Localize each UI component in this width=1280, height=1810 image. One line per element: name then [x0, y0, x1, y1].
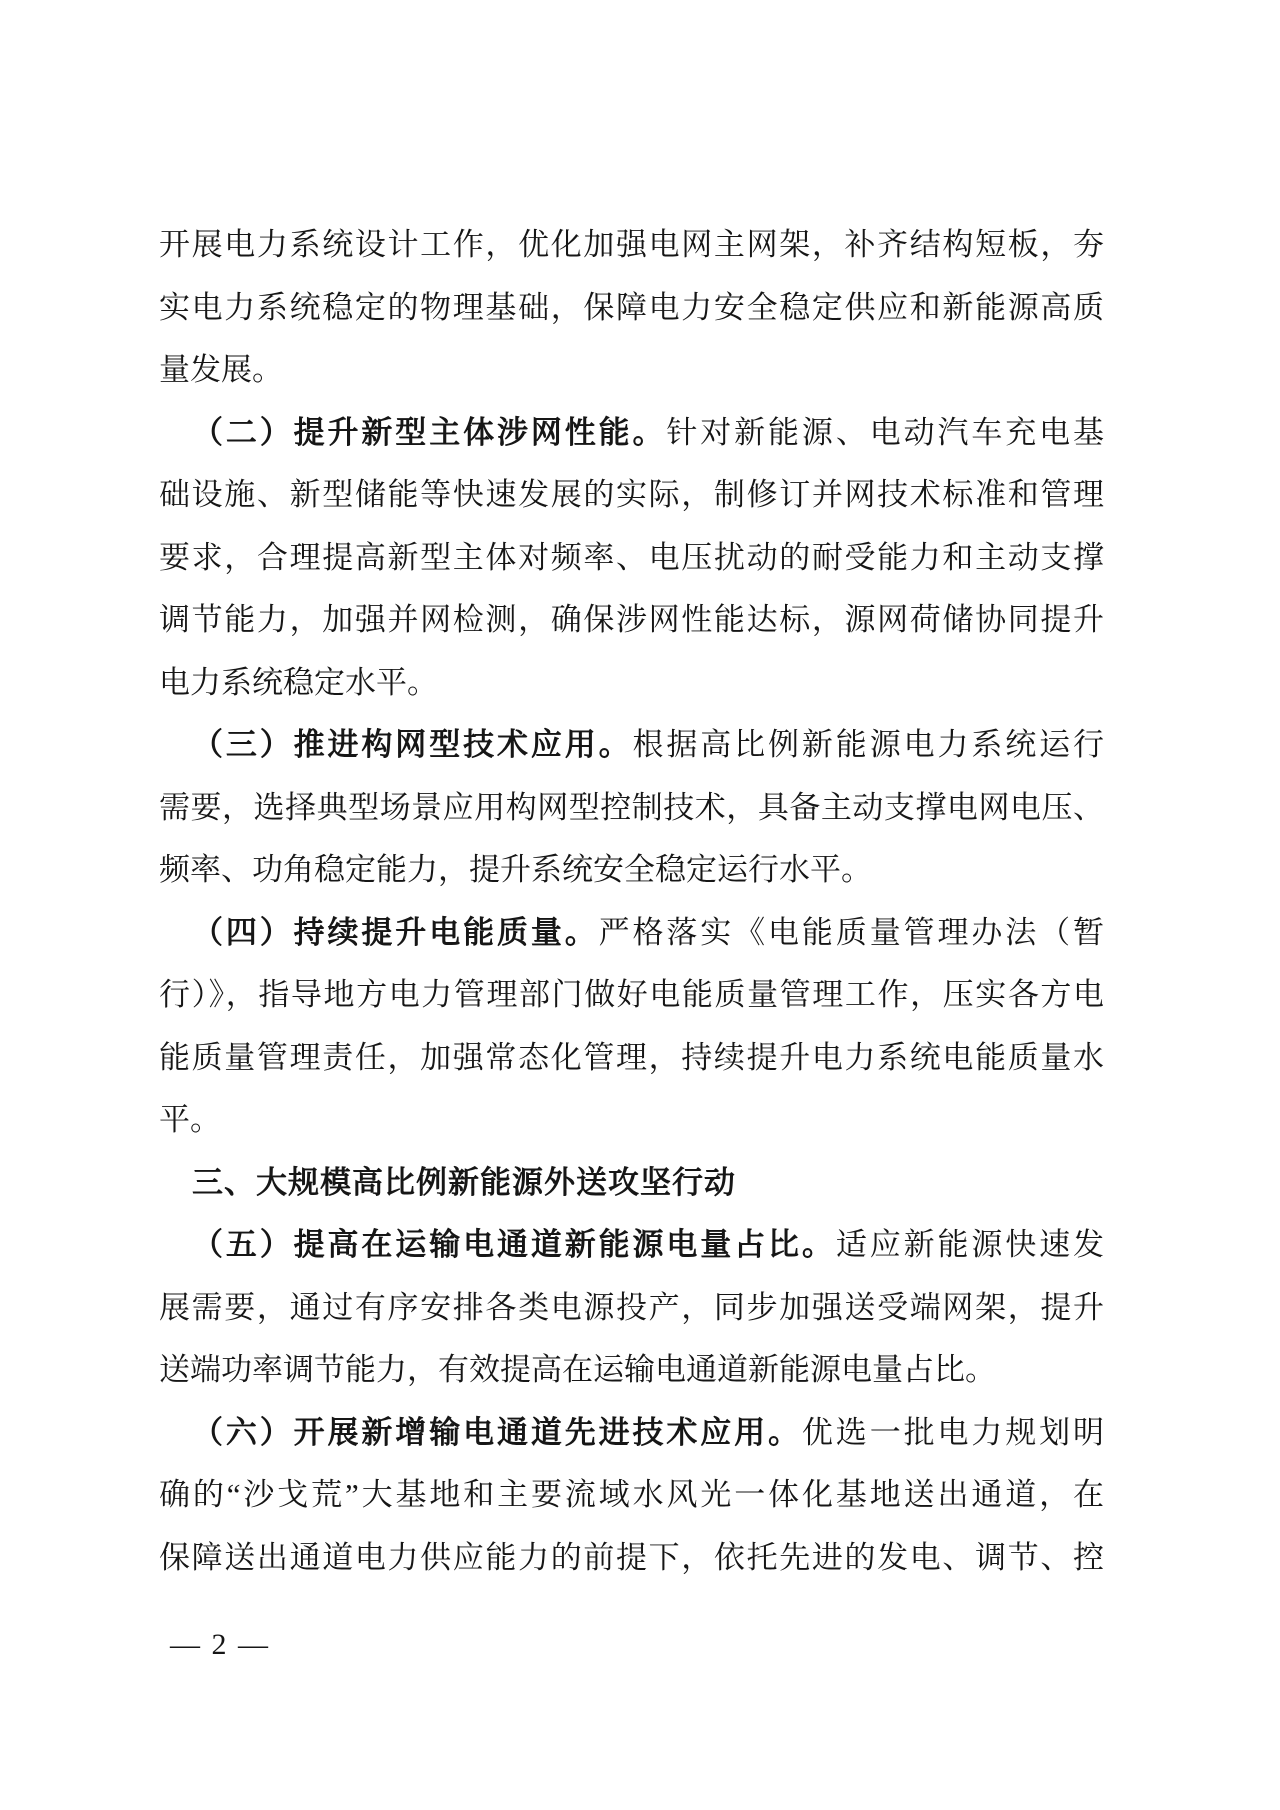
text-line	[159, 589, 1104, 652]
text-line	[159, 777, 1104, 840]
text-line	[159, 839, 1104, 902]
paragraph-lead-bold: （三）推进构网型技术应用。	[192, 727, 633, 762]
text-line	[159, 1527, 1104, 1590]
text-line	[159, 1402, 1104, 1465]
text-line	[159, 527, 1104, 590]
line-text: 行）》，指导地方电力管理部门做好电能质量管理工作，压实各方电	[159, 977, 1104, 1012]
paragraph-lead-bold: （四）持续提升电能质量。	[192, 914, 599, 950]
paragraph-lead-bold: （六）开展新增输电通道先进技术应用。	[192, 1414, 802, 1450]
line-text: 三、大规模高比例新能源外送攻坚行动	[192, 1164, 736, 1200]
line-text: 送端功率调节能力，有效提高在运输电通道新能源电量占比。	[159, 1352, 996, 1387]
section-heading	[159, 1152, 1104, 1215]
paragraph-lead-bold: （二）提升新型主体涉网性能。	[192, 414, 667, 450]
line-text: 针对新能源、电动汽车充电基	[666, 414, 1104, 450]
line-text: 展需要，通过有序安排各类电源投产，同步加强送受端网架，提升	[159, 1289, 1104, 1325]
text-line	[159, 214, 1104, 277]
paragraph-lead-bold: （五）提高在运输电通道新能源电量占比。	[192, 1227, 836, 1262]
text-line	[159, 464, 1104, 527]
text-line	[159, 1277, 1104, 1340]
text-line	[159, 652, 1104, 715]
line-text: 能质量管理责任，加强常态化管理，持续提升电力系统电能质量水	[159, 1039, 1104, 1075]
line-text: 适应新能源快速发	[835, 1227, 1104, 1262]
line-text: 量发展。	[159, 352, 283, 387]
line-text: 需要，选择典型场景应用构网型控制技术，具备主动支撑电网电压、	[159, 789, 1104, 825]
line-text: 调节能力，加强并网检测，确保涉网性能达标，源网荷储协同提升	[159, 602, 1104, 637]
line-text: 实电力系统稳定的物理基础，保障电力安全稳定供应和新能源高质	[159, 289, 1104, 325]
line-text: 严格落实《电能质量管理办法（暂	[598, 914, 1104, 950]
page-number: — 2 —	[170, 1628, 270, 1661]
text-line	[159, 1339, 1104, 1402]
text-line	[159, 902, 1104, 965]
line-text: 保障送出通道电力供应能力的前提下，依托先进的发电、调节、控	[159, 1539, 1104, 1575]
text-line	[159, 402, 1104, 465]
line-text: 要求，合理提高新型主体对频率、电压扰动的耐受能力和主动支撑	[159, 539, 1104, 575]
line-text: 优选一批电力规划明	[801, 1414, 1104, 1450]
line-text: 电力系统稳定水平。	[159, 664, 438, 700]
line-text: 础设施、新型储能等快速发展的实际，制修订并网技术标准和管理	[159, 477, 1104, 512]
text-line	[159, 714, 1104, 777]
line-text: 确的“沙戈荒”大基地和主要流域水风光一体化基地送出通道，在	[159, 1477, 1104, 1512]
line-text: 根据高比例新能源电力系统运行	[632, 727, 1104, 762]
text-line	[159, 1214, 1104, 1277]
text-line	[159, 1027, 1104, 1090]
document-body	[159, 214, 1104, 1589]
text-line	[159, 1089, 1104, 1152]
line-text: 平。	[159, 1102, 221, 1137]
text-line	[159, 339, 1104, 402]
text-line	[159, 1464, 1104, 1527]
line-text: 频率、功角稳定能力，提升系统安全稳定运行水平。	[159, 852, 872, 887]
line-text: 开展电力系统设计工作，优化加强电网主网架，补齐结构短板，夯	[159, 227, 1104, 262]
text-line	[159, 277, 1104, 340]
text-line	[159, 964, 1104, 1027]
